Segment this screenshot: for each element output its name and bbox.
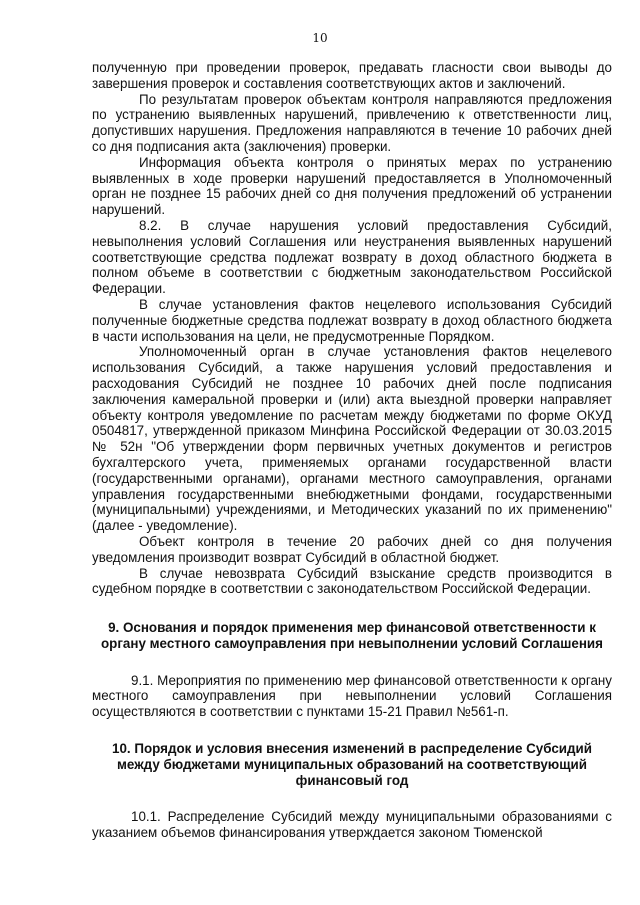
paragraph-notification: Уполномоченный орган в случае установления фактов нецелевого использования Субсидий, а также нарушения условий предоставления и расходования Субсидий не позднее 10 рабочих дней после подписания заключения камеральной проверки и (или) акта выездной проверки направляет объекту контроля уведомление по расчетам между бюджетами по форме ОКУД 0504817, утвержденной приказом Минфина Российской Федерации от 30.03.2015 № 52н "Об утверждении форм первичных учетных документов и регистров бухгалтерского учета, применяемых органами государственной власти (государственными органами), органами местного самоуправления, органами управления государственными внебюджетными фондами, государственными (муниципальными) учреждениями, и Методических указаний по их применению" (далее - уведомление). xyxy=(92,344,612,534)
section-9-heading: 9. Основания и порядок применения мер финансовой ответственности к органу местного самоуправления при невыполнении условий Соглашения xyxy=(101,620,603,651)
paragraph-inspection-results: По результатам проверок объектам контроля направляются предложения по устранению выявленных нарушений, привлечению к ответственности лиц, допустивших нарушения. Предложения направляются в течение 10 рабочих дней со дня подписания акта (заключения) проверки. xyxy=(92,91,612,154)
paragraph-control-object-info: Информация объекта контроля о принятых мерах по устранению выявленных в ходе проверки нарушений предоставляется в Уполномоченный орган не позднее 15 рабочих дней со дня получения предложений об устранении нарушений. xyxy=(92,154,612,218)
document-body xyxy=(92,60,612,841)
section-10-heading: 10. Порядок и условия внесения изменений в распределение Субсидий между бюджетами муниципальных образований на соответствующий финансовый год xyxy=(112,741,592,788)
paragraph-misuse: В случае установления фактов нецелевого использования Субсидий полученные бюджетные средства подлежат возврату в доход областного бюджета в части использования на цели, не предусмотренные Порядком. xyxy=(92,296,612,344)
paragraph-court-recovery: В случае невозврата Субсидий взыскание средств производится в судебном порядке в соответствии с законодательством Российской Федерации. xyxy=(92,565,612,597)
page-number: 10 xyxy=(312,31,328,45)
paragraph-refund: Объект контроля в течение 20 рабочих дней со дня получения уведомления производит возврат Субсидий в областной бюджет. xyxy=(92,533,612,565)
paragraph-9-1: 9.1. Мероприятия по применению мер финансовой ответственности к органу местного самоуправления при невыполнении условий Соглашения осуществляются в соответствии с пунктами 15-21 Правил №561-п. xyxy=(92,672,612,720)
paragraph-10-1: 10.1. Распределение Субсидий между муниципальными образованиями с указанием объемов финансирования утверждается законом Тюменской xyxy=(92,809,612,841)
paragraph-continuation: полученную при проведении проверок, предавать гласности свои выводы до завершения проверок и составления соответствующих актов и заключений. xyxy=(92,60,612,91)
paragraph-8-2: 8.2. В случае нарушения условий предоставления Субсидий, невыполнения условий Соглашения или неустранения выявленных нарушений соответствующие средства подлежат возврату в доход областного бюджета в полном объеме в соответствии с бюджетным законодательством Российской Федерации. xyxy=(92,217,612,297)
